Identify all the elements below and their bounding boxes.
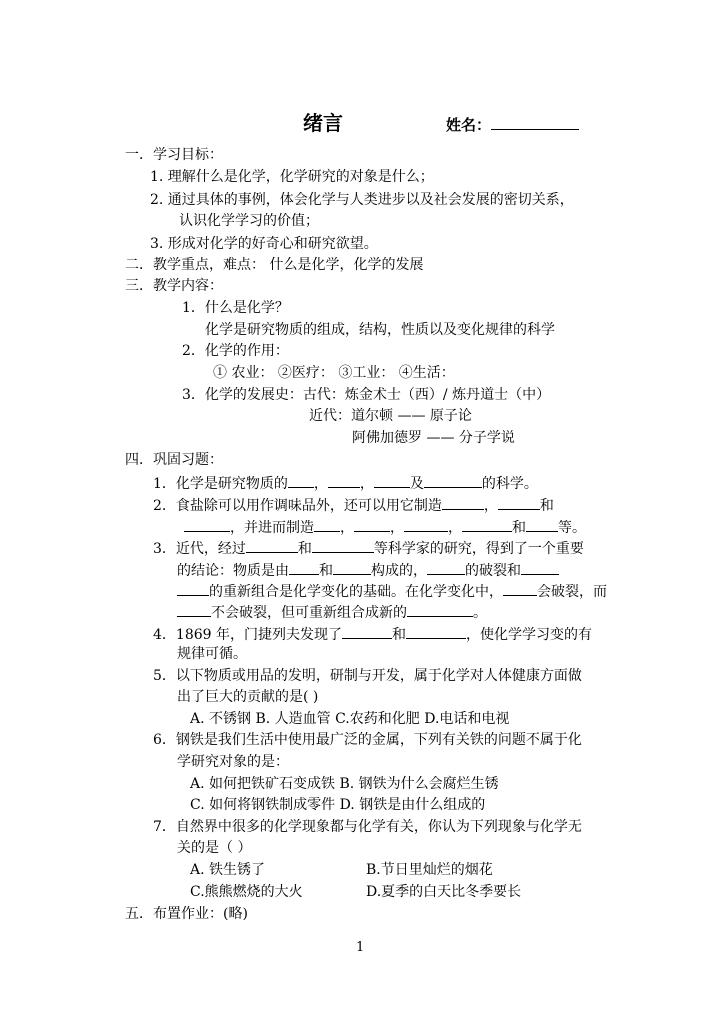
content-item: 3．化学的发展史：古代：炼金术士（西）/ 炼丹道士（中）	[182, 387, 551, 403]
content-text: ① 农业： ②医疗： ③工业： ④生活：	[213, 365, 455, 381]
question-5-cont: 出了巨大的贡献的是( )	[177, 689, 319, 705]
page-number: 1	[356, 940, 365, 955]
section-heading: 二．教学重点，难点： 什么是化学，化学的发展	[125, 257, 424, 273]
blank	[374, 472, 410, 488]
blank	[404, 516, 448, 532]
question-6-options: C. 如何将钢铁制成零件 D. 钢铁是由什么组成的	[190, 797, 486, 813]
question-6-cont: 学研究对象的是：	[177, 754, 289, 770]
section-heading: 三．教学内容：	[125, 278, 223, 294]
blank	[526, 516, 558, 532]
name-blank	[491, 114, 579, 130]
blank	[289, 559, 319, 575]
objective-item-cont: 认识化学学习的价值；	[179, 213, 319, 229]
question-7-option: A. 铁生锈了	[190, 862, 266, 878]
blank	[333, 559, 371, 575]
blank	[406, 623, 466, 639]
blank	[427, 559, 465, 575]
blank	[498, 494, 540, 510]
question-7-option: C.熊熊燃烧的大火	[190, 884, 303, 900]
question-3-cont: 的重新组合是化学变化的基础。在化学变化中， 会破裂，而	[177, 580, 607, 601]
question-5: 5．以下物质或用品的发明，研制与开发，属于化学对人体健康方面做	[153, 668, 582, 684]
content-text: 阿佛加德罗 —— 分子学说	[352, 430, 515, 446]
question-6: 6．钢铁是我们生活中使用最广泛的金属，下列有关铁的问题不属于化	[153, 732, 582, 748]
name-field	[446, 114, 579, 136]
blank	[314, 516, 340, 532]
blank	[184, 516, 230, 532]
question-6-options: A. 如何把铁矿石变成铁 B. 钢铁为什么会腐烂生锈	[190, 776, 499, 792]
page-title: 绪言	[303, 111, 343, 135]
objective-item: 2. 通过具体的事例，体会化学与人类进步以及社会发展的密切关系，	[150, 192, 574, 208]
question-4: 4．1869 年，门捷列夫发现了 和 ，使化学学习变的有	[153, 623, 592, 644]
question-3-cont: 的结论：物质是由 和 构成的， 的破裂和	[177, 559, 559, 580]
blank	[503, 580, 537, 596]
question-4-cont: 规律可循。	[177, 646, 247, 662]
question-5-options: A. 不锈钢 B. 人造血管 C.农药和化肥 D.电话和电视	[190, 711, 510, 727]
question-1: 1．化学是研究物质的 ， ， 及 的科学。	[153, 472, 538, 493]
blank	[462, 516, 512, 532]
section-heading: 四．巩固习题：	[125, 452, 223, 468]
section-heading: 一．学习目标：	[125, 147, 223, 163]
question-2-cont: ，并进而制造 ， ， ， 和 等。	[184, 516, 586, 537]
blank	[407, 601, 473, 617]
section-heading: 五．布置作业：(略)	[125, 906, 248, 922]
question-7-option: B.节日里灿烂的烟花	[366, 862, 493, 878]
blank	[354, 516, 390, 532]
question-7-cont: 关的是（ ）	[177, 840, 252, 856]
blank	[342, 623, 392, 639]
blank	[177, 601, 211, 617]
question-7-option: D.夏季的白天比冬季要长	[366, 884, 522, 900]
blank	[442, 494, 484, 510]
blank	[288, 472, 314, 488]
question-3: 3．近代，经过 和 等科学家的研究，得到了一个重要	[153, 537, 584, 558]
content-item: 1．什么是化学？	[182, 300, 289, 316]
blank	[312, 537, 374, 553]
objective-item: 3. 形成对化学的好奇心和研究欲望。	[150, 236, 378, 252]
content-item: 2．化学的作用：	[182, 343, 289, 359]
question-3-cont: 不会破裂，但可重新组合成新的 。	[177, 601, 487, 622]
objective-item: 1. 理解什么是化学，化学研究的对象是什么；	[150, 169, 434, 185]
blank	[177, 580, 209, 596]
blank	[424, 472, 482, 488]
question-7: 7．自然界中很多的化学现象都与化学有关，你认为下列现象与化学无	[153, 819, 582, 835]
blank	[521, 559, 559, 575]
blank	[246, 537, 298, 553]
content-text: 近代：道尔顿 —— 原子论	[309, 408, 472, 424]
blank	[328, 472, 360, 488]
question-2: 2．食盐除可以用作调味品外，还可以用它制造 ， 和	[153, 494, 554, 515]
name-label: 姓名：	[446, 116, 492, 134]
content-text: 化学是研究物质的组成，结构，性质以及变化规律的科学	[205, 322, 555, 338]
